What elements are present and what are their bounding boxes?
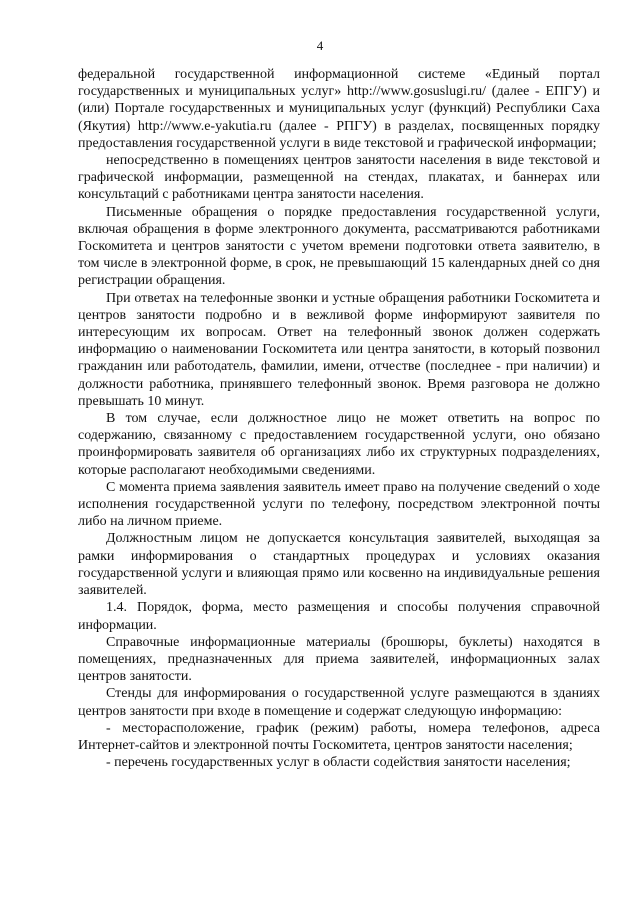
page-number: 4: [316, 38, 324, 53]
list-item: - месторасположение, график (режим) работы, номера телефонов, адреса Интернет-сайтов и электронной почты Госкомитета, центров занятости населения;: [78, 720, 600, 753]
paragraph: федеральной государственной информационной системе «Единый портал государственных и муниципальных услуг» http://www.gosuslugi.ru/ (далее - ЕПГУ) и (или) Портале государственных и муниципальных услуг (функций) Республики Саха (Якутия) http://www.e-yakutia.ru (далее - РПГУ) в разделах, посвященных порядку предоставления государственной услуги в виде текстовой и графической информации;: [78, 67, 600, 151]
paragraph: Стенды для информирования о государственной услуге размещаются в зданиях центров занятости при входе в помещение и содержат следующую информацию:: [78, 686, 600, 719]
document-body: [78, 66, 600, 771]
section-heading-1-4: 1.4. Порядок, форма, место размещения и способы получения справочной информации.: [78, 600, 600, 633]
paragraph: Должностным лицом не допускается консультация заявителей, выходящая за рамки информирования о стандартных процедурах и условиях оказания государственной услуги и влияющая прямо или косвенно на индивидуальные решения заявителей.: [78, 531, 600, 599]
paragraph: Письменные обращения о порядке предоставления государственной услуги, включая обращения в форме электронного документа, рассматриваются работниками Госкомитета и центров занятости с учетом времени подготовки ответа заявителю, в том числе в электронной форме, в срок, не превышающий 15 календарных дней со дня регистрации обращения.: [78, 204, 600, 289]
paragraph: В том случае, если должностное лицо не может ответить на вопрос по содержанию, связанному с предоставлением государственной услуги, оно обязано проинформировать заявителя об организациях либо их структурных подразделениях, которые располагают необходимыми сведениями.: [78, 411, 600, 478]
paragraph: С момента приема заявления заявитель имеет право на получение сведений о ходе исполнения государственной услуги по телефону, посредством электронной почты либо на личном приеме.: [78, 479, 600, 530]
paragraph: непосредственно в помещениях центров занятости населения в виде текстовой и графической информации, размещенной на стендах, плакатах, и баннерах или консультаций с работниками центра занятости населения.: [78, 153, 600, 203]
list-item: - перечень государственных услуг в области содействия занятости населения;: [106, 755, 571, 771]
paragraph: При ответах на телефонные звонки и устные обращения работники Госкомитета и центров занятости подробно и в вежливой форме информируют заявителя по интересующим их вопросам. Ответ на телефонный звонок должен содержать информацию о наименовании Госкомитета или центра занятости, в который позвонил гражданин или работодатель, фамилии, имени, отчестве (последнее - при наличии) и должности работника, принявшего телефонный звонок. Время разговора не должно превышать 10 минут.: [78, 290, 600, 409]
paragraph: Справочные информационные материалы (брошюры, буклеты) находятся в помещениях, предназначенных для приема заявителей, информационных залах центров занятости.: [78, 634, 600, 685]
